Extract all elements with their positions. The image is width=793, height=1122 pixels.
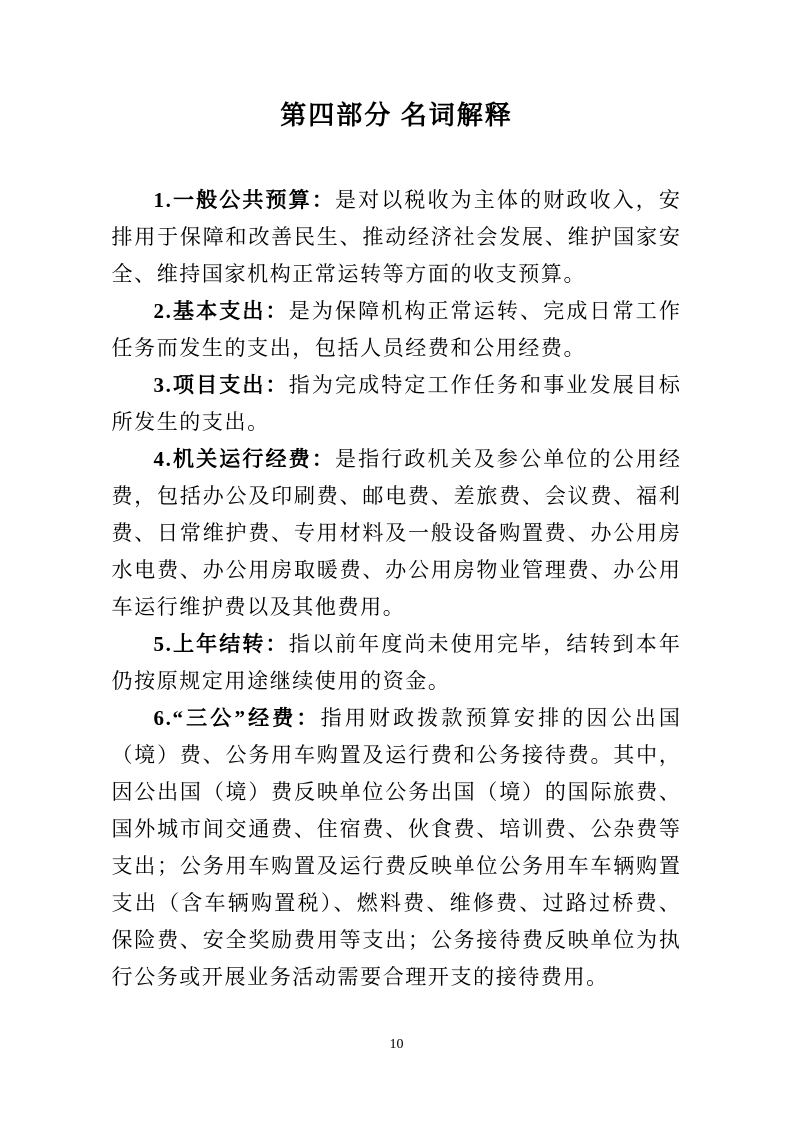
definition-paragraph-three-public-funds	[112, 700, 682, 996]
term-label: 2.基本支出：	[153, 299, 289, 323]
definition-paragraph-agency-operating-funds	[112, 441, 682, 626]
term-definition: 是指行政机关及参公单位的公用经费，包括办公及印刷费、邮电费、差旅费、会议费、福利费、日常维护费、专用材料及一般设备购置费、办公用房水电费、办公用房取暖费、办公用房物业管理费、办公用车运行维护费以及其他费用。	[111, 447, 682, 619]
term-definition: 指为完成特定工作任务和事业发展目标所发生的支出。	[111, 373, 682, 434]
term-definition: 是对以税收为主体的财政收入，安排用于保障和改善民生、推动经济社会发展、维护国家安全、维持国家机构正常运转等方面的收支预算。	[111, 188, 682, 286]
definition-paragraph-project-expenditure	[112, 367, 682, 441]
term-definition: 指用财政拨款预算安排的因公出国（境）费、公务用车购置及运行费和公务接待费。其中，因公出国（境）费反映单位公务出国（境）的国际旅费、国外城市间交通费、住宿费、伙食费、培训费、公杂费等支出；公务用车购置及运行费反映单位公务用车车辆购置支出（含车辆购置税）、燃料费、维修费、过路过桥费、保险费、安全奖励费用等支出；公务接待费反映单位为执行公务或开展业务活动需要合理开支的接待费用。	[111, 706, 682, 989]
page-title: 第四部分 名词解释	[280, 101, 513, 130]
term-label: 6.“三公”经费：	[153, 706, 321, 730]
term-definition: 是为保障机构正常运转、完成日常工作任务而发生的支出，包括人员经费和公用经费。	[111, 299, 682, 360]
term-label: 4.机关运行经费：	[153, 447, 335, 471]
definition-paragraph-basic-expenditure	[112, 293, 682, 367]
document-body	[112, 182, 682, 996]
definition-paragraph-carryover-funds	[112, 626, 682, 700]
definition-paragraph-general-public-budget	[112, 182, 682, 293]
term-label: 1.一般公共预算：	[153, 188, 335, 212]
term-definition: 指以前年度尚未使用完毕，结转到本年仍按原规定用途继续使用的资金。	[111, 632, 682, 693]
page-number: 10	[389, 1037, 404, 1052]
term-label: 3.项目支出：	[153, 373, 289, 397]
term-label: 5.上年结转：	[153, 632, 289, 656]
